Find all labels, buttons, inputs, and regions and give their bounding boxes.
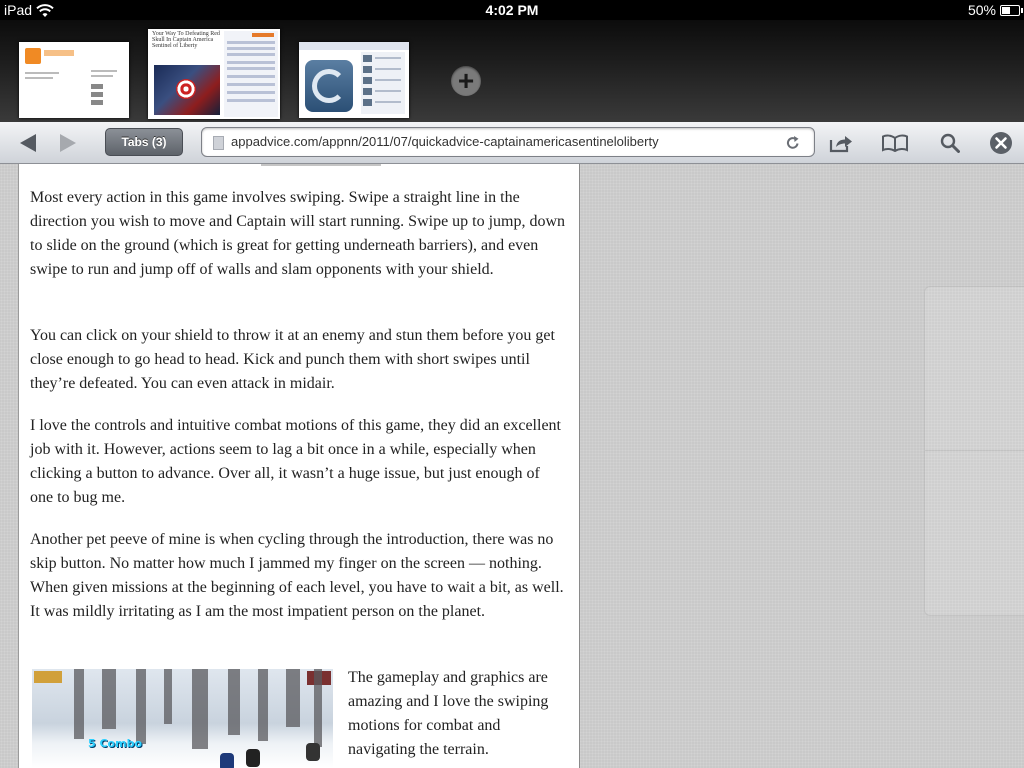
article-poster-image bbox=[154, 65, 220, 115]
article-paragraph: You can click on your shield to throw it at an enemy and stun them before you get close enough to go head to head. Kick and punch them with short swipes until they’re defeated. You can even attack in midair. bbox=[30, 327, 555, 392]
close-button[interactable] bbox=[986, 122, 1016, 164]
tab-thumbnail-2[interactable] bbox=[148, 29, 280, 119]
forward-button[interactable] bbox=[54, 122, 82, 164]
add-tab-button[interactable]: + bbox=[451, 66, 481, 96]
browser-toolbar bbox=[0, 122, 1024, 164]
gameplay-screenshot[interactable] bbox=[32, 669, 333, 768]
close-icon bbox=[989, 131, 1013, 155]
back-arrow-icon bbox=[18, 132, 38, 154]
article-paragraph: I love the controls and intuitive combat motions of this game, they did an excellent job with it. However, actions seem to lag a bit once in a while, especially when clicking a button to advance. Over all, it wasn’t a huge issue, but just enough of one to bug me. bbox=[30, 417, 561, 506]
bookmarks-button[interactable] bbox=[878, 122, 912, 164]
side-panel bbox=[924, 286, 1024, 616]
site-logo-icon bbox=[25, 48, 41, 64]
article-paragraph: Another pet peeve of mine is when cycling through the introduction, there was no skip button. No matter how much I jammed my finger on the screen — nothing. When given missions at the beginning of each level, you have to wait a bit, as well. It was mildly irritating as I am the most impatient person on the planet. bbox=[30, 531, 564, 620]
article-paragraph: Most every action in this game involves swiping. Swipe a straight line in the direction you wish to move and Captain will start running. Swipe up to jump, down to slide on the ground (which is great for getting underneath barriers), and even swipe to run and jump off of walls and slam opponents with your shield. bbox=[30, 189, 566, 278]
article-paragraph: The gameplay and graphics are amazing and I love the swiping motions for combat and navigating the terrain. bbox=[348, 669, 549, 758]
article-column bbox=[18, 164, 580, 768]
share-button[interactable] bbox=[826, 122, 856, 164]
tab-thumbnail-3[interactable] bbox=[299, 42, 409, 118]
share-icon bbox=[828, 133, 854, 153]
device-name: iPad bbox=[4, 2, 33, 18]
back-button[interactable] bbox=[14, 122, 42, 164]
app-icon bbox=[305, 60, 353, 112]
tab-thumbnail-1[interactable] bbox=[19, 42, 129, 118]
tab-thumbnail-title: Your Way To Defeating Red Skull In Captain America Sentinel of Liberty bbox=[152, 31, 220, 49]
clock: 4:02 PM bbox=[485, 2, 539, 18]
address-bar[interactable] bbox=[201, 127, 815, 157]
reload-button[interactable] bbox=[786, 135, 800, 155]
search-icon bbox=[940, 133, 960, 153]
combo-counter: 5 Combo bbox=[88, 737, 143, 750]
tabs-button[interactable]: Tabs (3) bbox=[105, 128, 183, 156]
page-icon bbox=[213, 136, 224, 150]
battery-icon bbox=[1000, 5, 1020, 16]
url-text: appadvice.com/appnn/2011/07/quickadvice-captainamericasentineloliberty bbox=[231, 134, 659, 149]
status-bar bbox=[0, 0, 1024, 20]
web-content[interactable] bbox=[0, 164, 1024, 768]
reload-icon bbox=[786, 135, 800, 150]
book-icon bbox=[881, 134, 909, 152]
forward-arrow-icon bbox=[58, 132, 78, 154]
shield-icon bbox=[176, 79, 196, 99]
battery-percentage: 50% bbox=[967, 2, 996, 18]
tab-strip bbox=[0, 20, 1024, 122]
search-button[interactable] bbox=[936, 122, 964, 164]
